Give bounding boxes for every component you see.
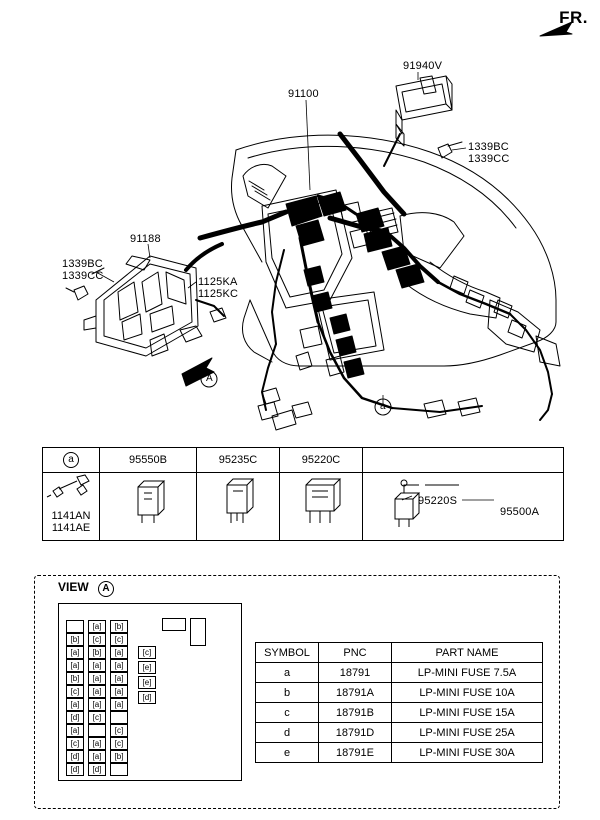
parts-table-head-95235c: 95235C bbox=[197, 448, 280, 473]
fuse-slot-c: [c] bbox=[66, 737, 84, 750]
pnc-cell: 18791A bbox=[319, 683, 392, 703]
symbol-table-row bbox=[256, 703, 543, 723]
fuse-slot-c: [c] bbox=[110, 737, 128, 750]
parts-table-head-symbol bbox=[43, 448, 100, 473]
parts-table-head-95220c: 95220C bbox=[280, 448, 363, 473]
fuse-slot-b: [b] bbox=[110, 750, 128, 763]
relay-95220s-icon bbox=[363, 473, 563, 537]
fuse-slot-c: [c] bbox=[138, 646, 156, 659]
callout-1339cc-left: 1339CC bbox=[62, 270, 104, 282]
front-direction-label: FR. bbox=[559, 8, 588, 27]
pnc-cell: 18791E bbox=[319, 743, 392, 763]
fuse-slot-e: [e] bbox=[138, 661, 156, 674]
callout-1125ka: 1125KA bbox=[198, 276, 238, 288]
symbol-table-header-symbol: SYMBOL bbox=[256, 643, 319, 663]
fuse-slot-a: [a] bbox=[66, 724, 84, 737]
partname-cell: LP-MINI FUSE 7.5A bbox=[392, 663, 543, 683]
symbol-table-header-partname: PART NAME bbox=[392, 643, 543, 663]
symbol-cell: c bbox=[256, 703, 319, 723]
label-95500a: 95500A bbox=[500, 506, 540, 518]
fuse-slot-a: [a] bbox=[88, 685, 106, 698]
fuse-slot-a: [a] bbox=[110, 659, 128, 672]
callout-91188: 91188 bbox=[130, 233, 161, 245]
label-95220s: 95220S bbox=[418, 495, 458, 507]
part-number-1141an: 1141AN bbox=[51, 510, 91, 522]
symbol-cell: b bbox=[256, 683, 319, 703]
fuse-box-icon bbox=[100, 473, 196, 537]
fuse-slot-a: [a] bbox=[88, 620, 106, 633]
fuse-slot-c: [c] bbox=[110, 633, 128, 646]
callout-91100: 91100 bbox=[288, 88, 319, 100]
relay-icon bbox=[197, 473, 279, 537]
fuse-slot-c: [c] bbox=[88, 711, 106, 724]
fuse-slot-a: [a] bbox=[110, 672, 128, 685]
view-circle-a: A bbox=[98, 581, 114, 597]
view-text: VIEW bbox=[58, 580, 89, 594]
pnc-cell: 18791D bbox=[319, 723, 392, 743]
relay-large-icon bbox=[280, 473, 362, 537]
callout-1125kc: 1125KC bbox=[198, 288, 239, 300]
fuse-slot-a: [a] bbox=[88, 737, 106, 750]
partname-cell: LP-MINI FUSE 25A bbox=[392, 723, 543, 743]
callout-1339bc-left: 1339BC bbox=[62, 258, 103, 270]
fuse-slot-empty bbox=[110, 763, 128, 776]
marker-a-lower: a bbox=[380, 401, 386, 412]
fuse-slot-b: [b] bbox=[66, 672, 84, 685]
parts-cell-95550b bbox=[100, 473, 197, 541]
pnc-cell: 18791 bbox=[319, 663, 392, 683]
parts-cell-1141 bbox=[43, 473, 100, 541]
fuse-slot-a: [a] bbox=[110, 698, 128, 711]
callout-91940v: 91940V bbox=[403, 60, 443, 72]
fuse-slot-a: [a] bbox=[66, 646, 84, 659]
fuse-slot-d: [d] bbox=[138, 691, 156, 704]
symbol-table-row bbox=[256, 723, 543, 743]
fuse-slot-empty bbox=[66, 620, 84, 633]
symbol-circle-a: a bbox=[63, 452, 79, 468]
symbol-table-row bbox=[256, 743, 543, 763]
symbol-table-header-pnc: PNC bbox=[319, 643, 392, 663]
fuse-slot-d: [d] bbox=[88, 763, 106, 776]
parts-cell-95220c bbox=[280, 473, 363, 541]
fuse-slot-a: [a] bbox=[66, 659, 84, 672]
fuse-slot-c: [c] bbox=[66, 685, 84, 698]
symbol-cell: e bbox=[256, 743, 319, 763]
fuse-slot-e: [e] bbox=[138, 676, 156, 689]
fuse-slot-d: [d] bbox=[66, 711, 84, 724]
fuse-slot-a: [a] bbox=[110, 685, 128, 698]
fuse-slot-b: [b] bbox=[66, 633, 84, 646]
fuse-slot-a: [a] bbox=[88, 659, 106, 672]
panel-blank-block bbox=[162, 618, 186, 631]
partname-cell: LP-MINI FUSE 30A bbox=[392, 743, 543, 763]
fuse-slot-a: [a] bbox=[88, 672, 106, 685]
symbol-cell: a bbox=[256, 663, 319, 683]
callout-1339cc-right: 1339CC bbox=[468, 153, 510, 165]
partname-cell: LP-MINI FUSE 10A bbox=[392, 683, 543, 703]
fuse-slot-a: [a] bbox=[66, 698, 84, 711]
fuse-slot-b: [b] bbox=[88, 646, 106, 659]
parts-table bbox=[42, 447, 564, 541]
partname-cell: LP-MINI FUSE 15A bbox=[392, 703, 543, 723]
parts-cell-95235c bbox=[197, 473, 280, 541]
fuse-slot-c: [c] bbox=[110, 724, 128, 737]
fuse-slot-a: [a] bbox=[110, 646, 128, 659]
panel-blank-block bbox=[190, 618, 206, 646]
view-label bbox=[58, 580, 114, 597]
part-number-1141ae: 1141AE bbox=[51, 522, 91, 534]
fuse-slot-c: [c] bbox=[88, 633, 106, 646]
parts-table-head-blank bbox=[363, 448, 564, 473]
fuse-slot-b: [b] bbox=[110, 620, 128, 633]
fuse-slot-empty bbox=[110, 711, 128, 724]
callout-1339bc-right: 1339BC bbox=[468, 141, 509, 153]
fuse-slot-a: [a] bbox=[88, 698, 106, 711]
fuse-slot-d: [d] bbox=[66, 763, 84, 776]
parts-table-head-95550b: 95550B bbox=[100, 448, 197, 473]
fuse-slot-empty bbox=[88, 724, 106, 737]
symbol-cell: d bbox=[256, 723, 319, 743]
pnc-cell: 18791B bbox=[319, 703, 392, 723]
symbol-table-row bbox=[256, 683, 543, 703]
fuse-slot-a: [a] bbox=[88, 750, 106, 763]
symbol-table bbox=[255, 642, 543, 763]
marker-a-arrow: A bbox=[206, 373, 213, 384]
fuse-slot-d: [d] bbox=[66, 750, 84, 763]
symbol-table-row bbox=[256, 663, 543, 683]
